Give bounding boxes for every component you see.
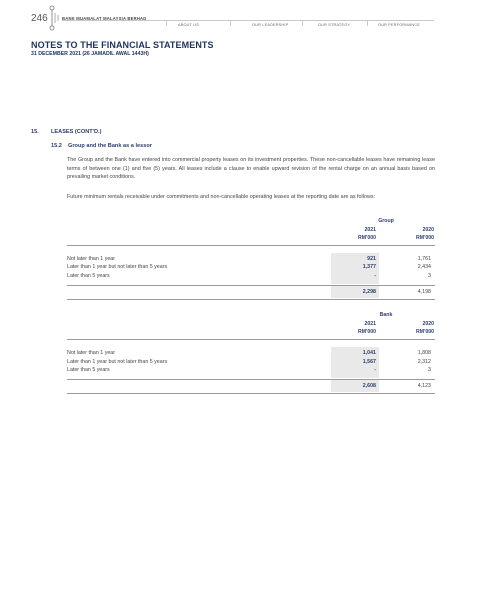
- table-cell-2020: 2,434: [417, 264, 431, 270]
- page-title: NOTES TO THE FINANCIAL STATEMENTS: [31, 40, 214, 50]
- subsection-label: Group and the Bank as a lessor: [68, 143, 152, 149]
- paragraph-future-rentals: Future minimum rentals receivable under commitments and non-cancellable operating leases at the reporting date are as follows:: [67, 194, 376, 200]
- table-total-2020: 4,123: [417, 383, 431, 389]
- brand-name: BANK MUAMALAT MALAYSIA BERHAD: [62, 16, 147, 21]
- page-number: 246: [31, 13, 48, 24]
- table-cell-2021: 1,377: [362, 264, 376, 270]
- paragraph-leases: The Group and the Bank have entered into commercial property leases on its investment properties. These non-cancellable leases have remaining lease terms of between one (1) and five (5) years. All leases include a clause to enable upward revision of the rental charge on an annual basis based on prevailing market conditions.: [67, 157, 435, 180]
- col-unit-2020: RM'000: [416, 235, 434, 241]
- nav-about-us[interactable]: ABOUT US: [178, 23, 199, 27]
- nav-separator: [367, 20, 368, 26]
- table-rule: [67, 339, 435, 340]
- section-number: 15.: [31, 129, 39, 135]
- col-unit-2021: RM'000: [358, 329, 376, 335]
- table-row-label: Not later than 1 year: [67, 256, 115, 262]
- table-row-label: Later than 5 years: [67, 367, 110, 373]
- table-row-label: Later than 1 year but not later than 5 years: [67, 264, 168, 270]
- col-year-2021: 2021: [364, 321, 376, 327]
- table-cell-2021: 1,041: [362, 350, 376, 356]
- table-cell-2020: 2,312: [417, 359, 431, 365]
- table-total-2021: 2,298: [362, 289, 376, 295]
- nav-our-leadership[interactable]: OUR LEADERSHIP: [252, 23, 289, 27]
- table-cell-2021: 1,567: [362, 359, 376, 365]
- col-year-2021: 2021: [364, 227, 376, 233]
- nav-separator: [166, 20, 167, 26]
- nav-our-strategy[interactable]: OUR STRATEGY: [318, 23, 351, 27]
- col-year-2020: 2020: [422, 321, 434, 327]
- col-unit-2020: RM'000: [416, 329, 434, 335]
- col-year-2020: 2020: [422, 227, 434, 233]
- section-label: LEASES (CONT'D.): [51, 129, 102, 135]
- nav-separator: [230, 20, 231, 26]
- bank-logo-icon: [48, 5, 62, 31]
- table-cell-2021: -: [374, 367, 376, 373]
- table-rule: [67, 285, 435, 286]
- table-total-2021: 2,608: [362, 383, 376, 389]
- table-cell-2020: 3: [428, 273, 431, 279]
- table-rule: [67, 245, 435, 246]
- table-cell-2021: 921: [367, 256, 376, 262]
- nav-separator: [302, 20, 303, 26]
- table-rule: [67, 379, 435, 380]
- subsection-number: 15.2: [51, 143, 62, 149]
- table-bank-heading: Bank: [379, 312, 393, 318]
- table-rule: [67, 299, 435, 300]
- section-heading: [31, 129, 101, 135]
- table-row-label: Later than 5 years: [67, 273, 110, 279]
- table-cell-2020: 1,808: [417, 350, 431, 356]
- nav-our-performance[interactable]: OUR PERFORMANCE: [378, 23, 421, 27]
- table-cell-2020: 1,761: [417, 256, 431, 262]
- table-cell-2021: -: [374, 273, 376, 279]
- page-subtitle: 31 DECEMBER 2021 (26 JAMADIL AWAL 1443H): [31, 51, 149, 57]
- table-group-heading: Group: [378, 218, 394, 224]
- table-cell-2020: 3: [428, 367, 431, 373]
- subsection-heading: [51, 143, 152, 149]
- table-row-label: Later than 1 year but not later than 5 years: [67, 359, 168, 365]
- header-divider: [62, 20, 434, 21]
- col-unit-2021: RM'000: [358, 235, 376, 241]
- table-rule: [67, 393, 435, 394]
- table-total-2020: 4,198: [417, 289, 431, 295]
- table-row-label: Not later than 1 year: [67, 350, 115, 356]
